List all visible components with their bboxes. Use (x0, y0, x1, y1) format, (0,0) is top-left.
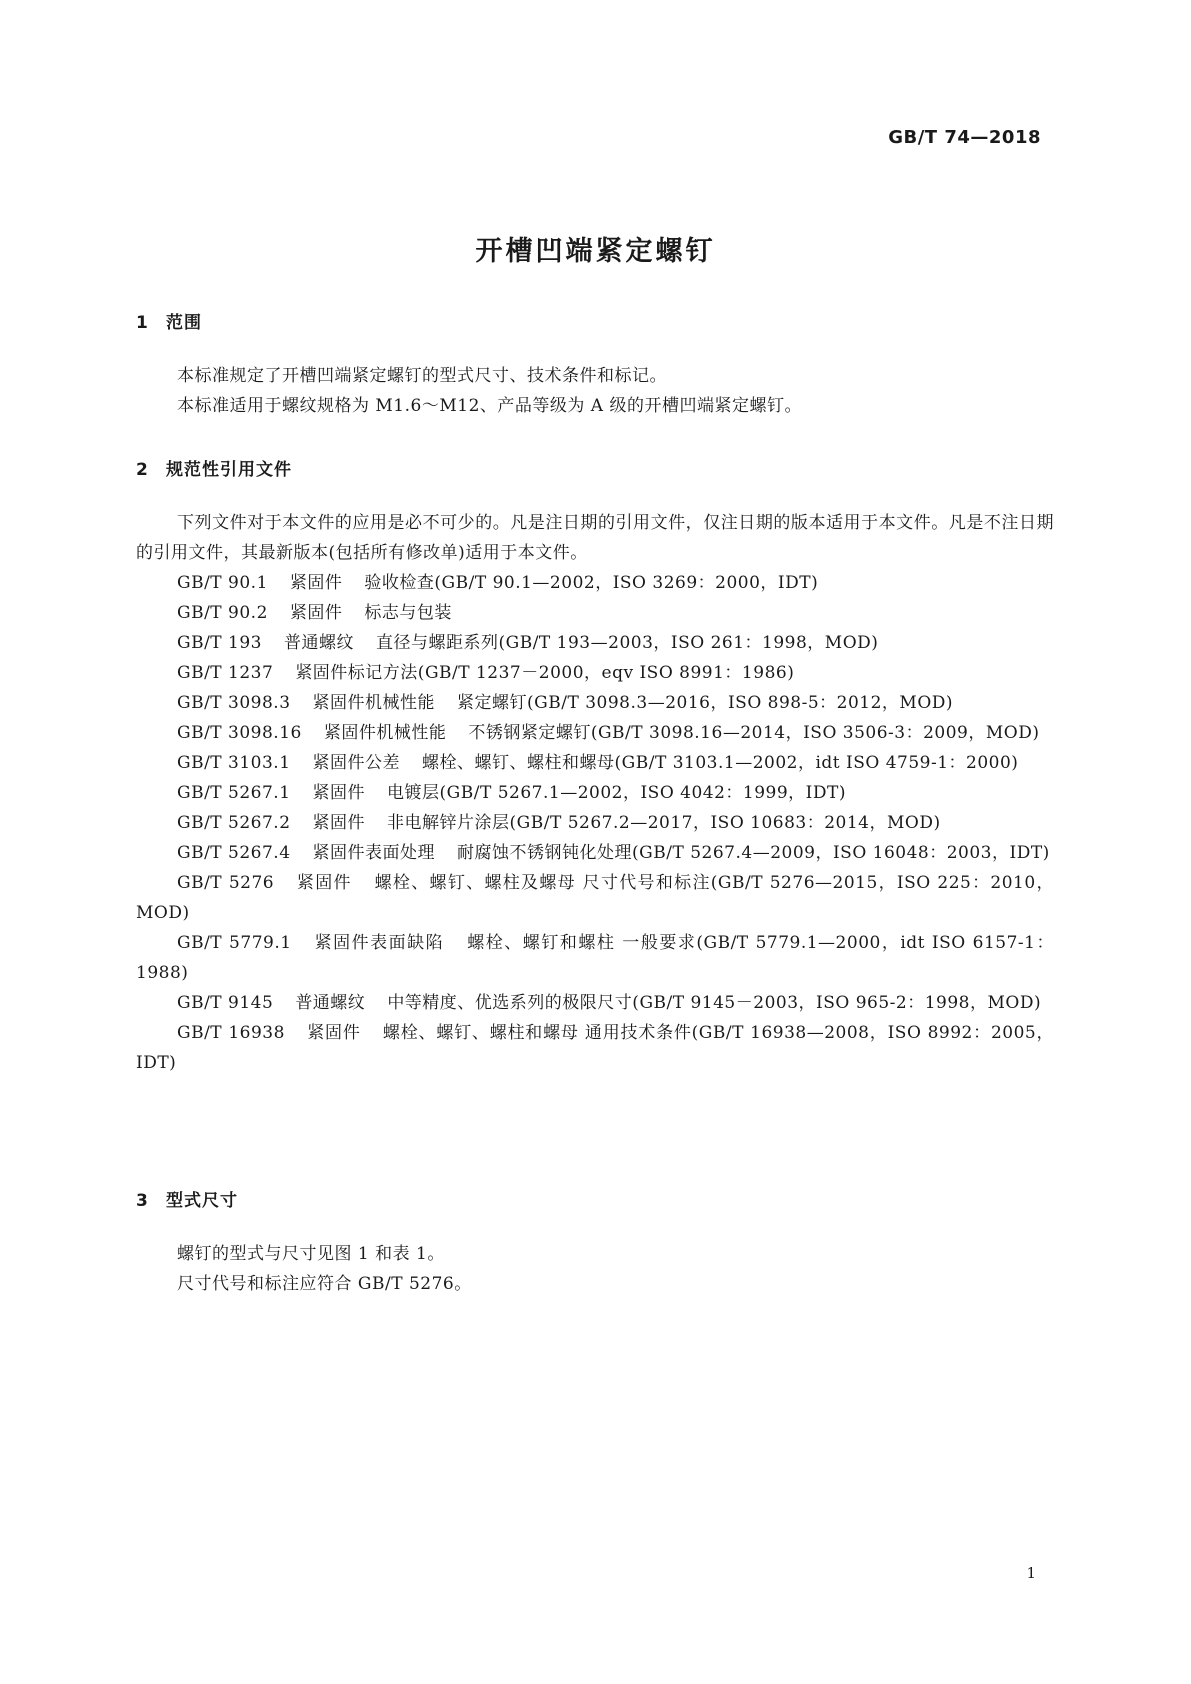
reference-item (136, 748, 1054, 778)
reference-item (136, 838, 1054, 868)
reference-title: 紧固件 (289, 603, 343, 623)
reference-code: GB/T 5267.4 (177, 843, 291, 863)
reference-title: 紧固件公差 (312, 753, 401, 773)
scope-paragraph: 本标准适用于螺纹规格为 M1.6～M12、产品等级为 A 级的开槽凹端紧定螺钉。 (177, 396, 802, 416)
section-heading-scope (136, 308, 202, 333)
reference-item (136, 598, 1054, 628)
reference-title: 紧固件表面缺陷 (313, 933, 445, 953)
dimensions-paragraph: 尺寸代号和标注应符合 GB/T 5276。 (177, 1274, 472, 1294)
reference-item (136, 718, 1054, 748)
scope-body (136, 361, 1054, 421)
reference-title: 紧固件表面处理 (312, 843, 436, 863)
section-heading-normative-refs (136, 455, 292, 480)
dimensions-body (136, 1239, 1054, 1299)
reference-item (136, 688, 1054, 718)
reference-title: 紧固件 (312, 813, 366, 833)
reference-item (136, 808, 1054, 838)
reference-title: 紧固件 (289, 573, 343, 593)
standard-number: GB/T 74—2018 (888, 127, 1041, 148)
reference-code: GB/T 9145 (177, 993, 274, 1013)
reference-code: GB/T 5779.1 (177, 933, 292, 953)
reference-description: 电镀层(GB/T 5267.1—2002，ISO 4042：1999，IDT) (387, 783, 846, 803)
section-title: 规范性引用文件 (166, 460, 292, 480)
reference-code: GB/T 5267.2 (177, 813, 291, 833)
reference-description: 螺栓、螺钉、螺柱及螺母 尺寸代号和标注(GB/T 5276—2015，ISO 225：2010，MOD) (136, 873, 1054, 923)
section-number: 2 (136, 460, 149, 480)
dimensions-paragraph: 螺钉的型式与尺寸见图 1 和表 1。 (177, 1244, 445, 1264)
scope-paragraph: 本标准规定了开槽凹端紧定螺钉的型式尺寸、技术条件和标记。 (177, 366, 667, 386)
reference-item (136, 928, 1054, 988)
reference-title: 普通螺纹 (295, 993, 366, 1013)
section-number: 3 (136, 1191, 149, 1211)
reference-description: 验收检查(GB/T 90.1—2002，ISO 3269：2000，IDT) (364, 573, 819, 593)
reference-description: 耐腐蚀不锈钢钝化处理(GB/T 5267.4—2009，ISO 16048：2003，IDT) (457, 843, 1050, 863)
reference-list (136, 568, 1054, 1078)
reference-code: GB/T 3098.3 (177, 693, 291, 713)
reference-code: GB/T 16938 (177, 1023, 285, 1043)
reference-title: 普通螺纹 (284, 633, 354, 653)
page-number: 1 (1026, 1564, 1036, 1582)
reference-code: GB/T 3103.1 (177, 753, 291, 773)
reference-title: 紧固件机械性能 (323, 723, 447, 743)
reference-code: GB/T 3098.16 (177, 723, 302, 743)
reference-code: GB/T 90.2 (177, 603, 268, 623)
reference-item (136, 1018, 1054, 1078)
reference-title: 紧固件 (312, 783, 366, 803)
reference-title: 紧固件标记方法(GB/T 1237－2000，eqv ISO 8991：1986) (295, 663, 795, 683)
reference-code: GB/T 5267.1 (177, 783, 291, 803)
section-title: 范围 (166, 313, 202, 333)
section-number: 1 (136, 313, 149, 333)
reference-item (136, 868, 1054, 928)
reference-title: 紧固件机械性能 (312, 693, 436, 713)
reference-title: 紧固件 (306, 1023, 361, 1043)
reference-item (136, 988, 1054, 1018)
reference-description: 直径与螺距系列(GB/T 193—2003，ISO 261：1998，MOD) (376, 633, 879, 653)
reference-item (136, 778, 1054, 808)
reference-description: 标志与包装 (364, 603, 452, 623)
reference-item (136, 568, 1054, 598)
reference-code: GB/T 5276 (177, 873, 275, 893)
reference-description: 螺栓、螺钉、螺柱和螺母(GB/T 3103.1—2002，idt ISO 4759-1：2000) (422, 753, 1019, 773)
reference-description: 不锈钢紧定螺钉(GB/T 3098.16—2014，ISO 3506-3：2009，MOD) (468, 723, 1040, 743)
reference-description: 螺栓、螺钉、螺柱和螺母 通用技术条件(GB/T 16938—2008，ISO 8992：2005，IDT) (136, 1023, 1055, 1073)
section-heading-dimensions (136, 1186, 238, 1211)
reference-item (136, 628, 1054, 658)
reference-code: GB/T 90.1 (177, 573, 268, 593)
reference-code: GB/T 1237 (177, 663, 274, 683)
reference-item (136, 658, 1054, 688)
reference-description: 非电解锌片涂层(GB/T 5267.2—2017，ISO 10683：2014，MOD) (387, 813, 941, 833)
section-title: 型式尺寸 (166, 1191, 238, 1211)
normative-refs-intro: 下列文件对于本文件的应用是必不可少的。凡是注日期的引用文件，仅注日期的版本适用于本文件。凡是不注日期的引用文件，其最新版本(包括所有修改单)适用于本文件。 (136, 513, 1054, 563)
reference-description: 螺栓、螺钉和螺柱 一般要求(GB/T 5779.1—2000，idt ISO 6157-1：1988) (136, 933, 1054, 983)
reference-code: GB/T 193 (177, 633, 262, 653)
normative-refs-body (136, 508, 1054, 1078)
reference-description: 紧定螺钉(GB/T 3098.3—2016，ISO 898-5：2012，MOD) (457, 693, 954, 713)
reference-title: 紧固件 (296, 873, 352, 893)
document-title: 开槽凹端紧定螺钉 (475, 236, 716, 267)
reference-description: 中等精度、优选系列的极限尺寸(GB/T 9145－2003，ISO 965-2：1998，MOD) (387, 993, 1042, 1013)
